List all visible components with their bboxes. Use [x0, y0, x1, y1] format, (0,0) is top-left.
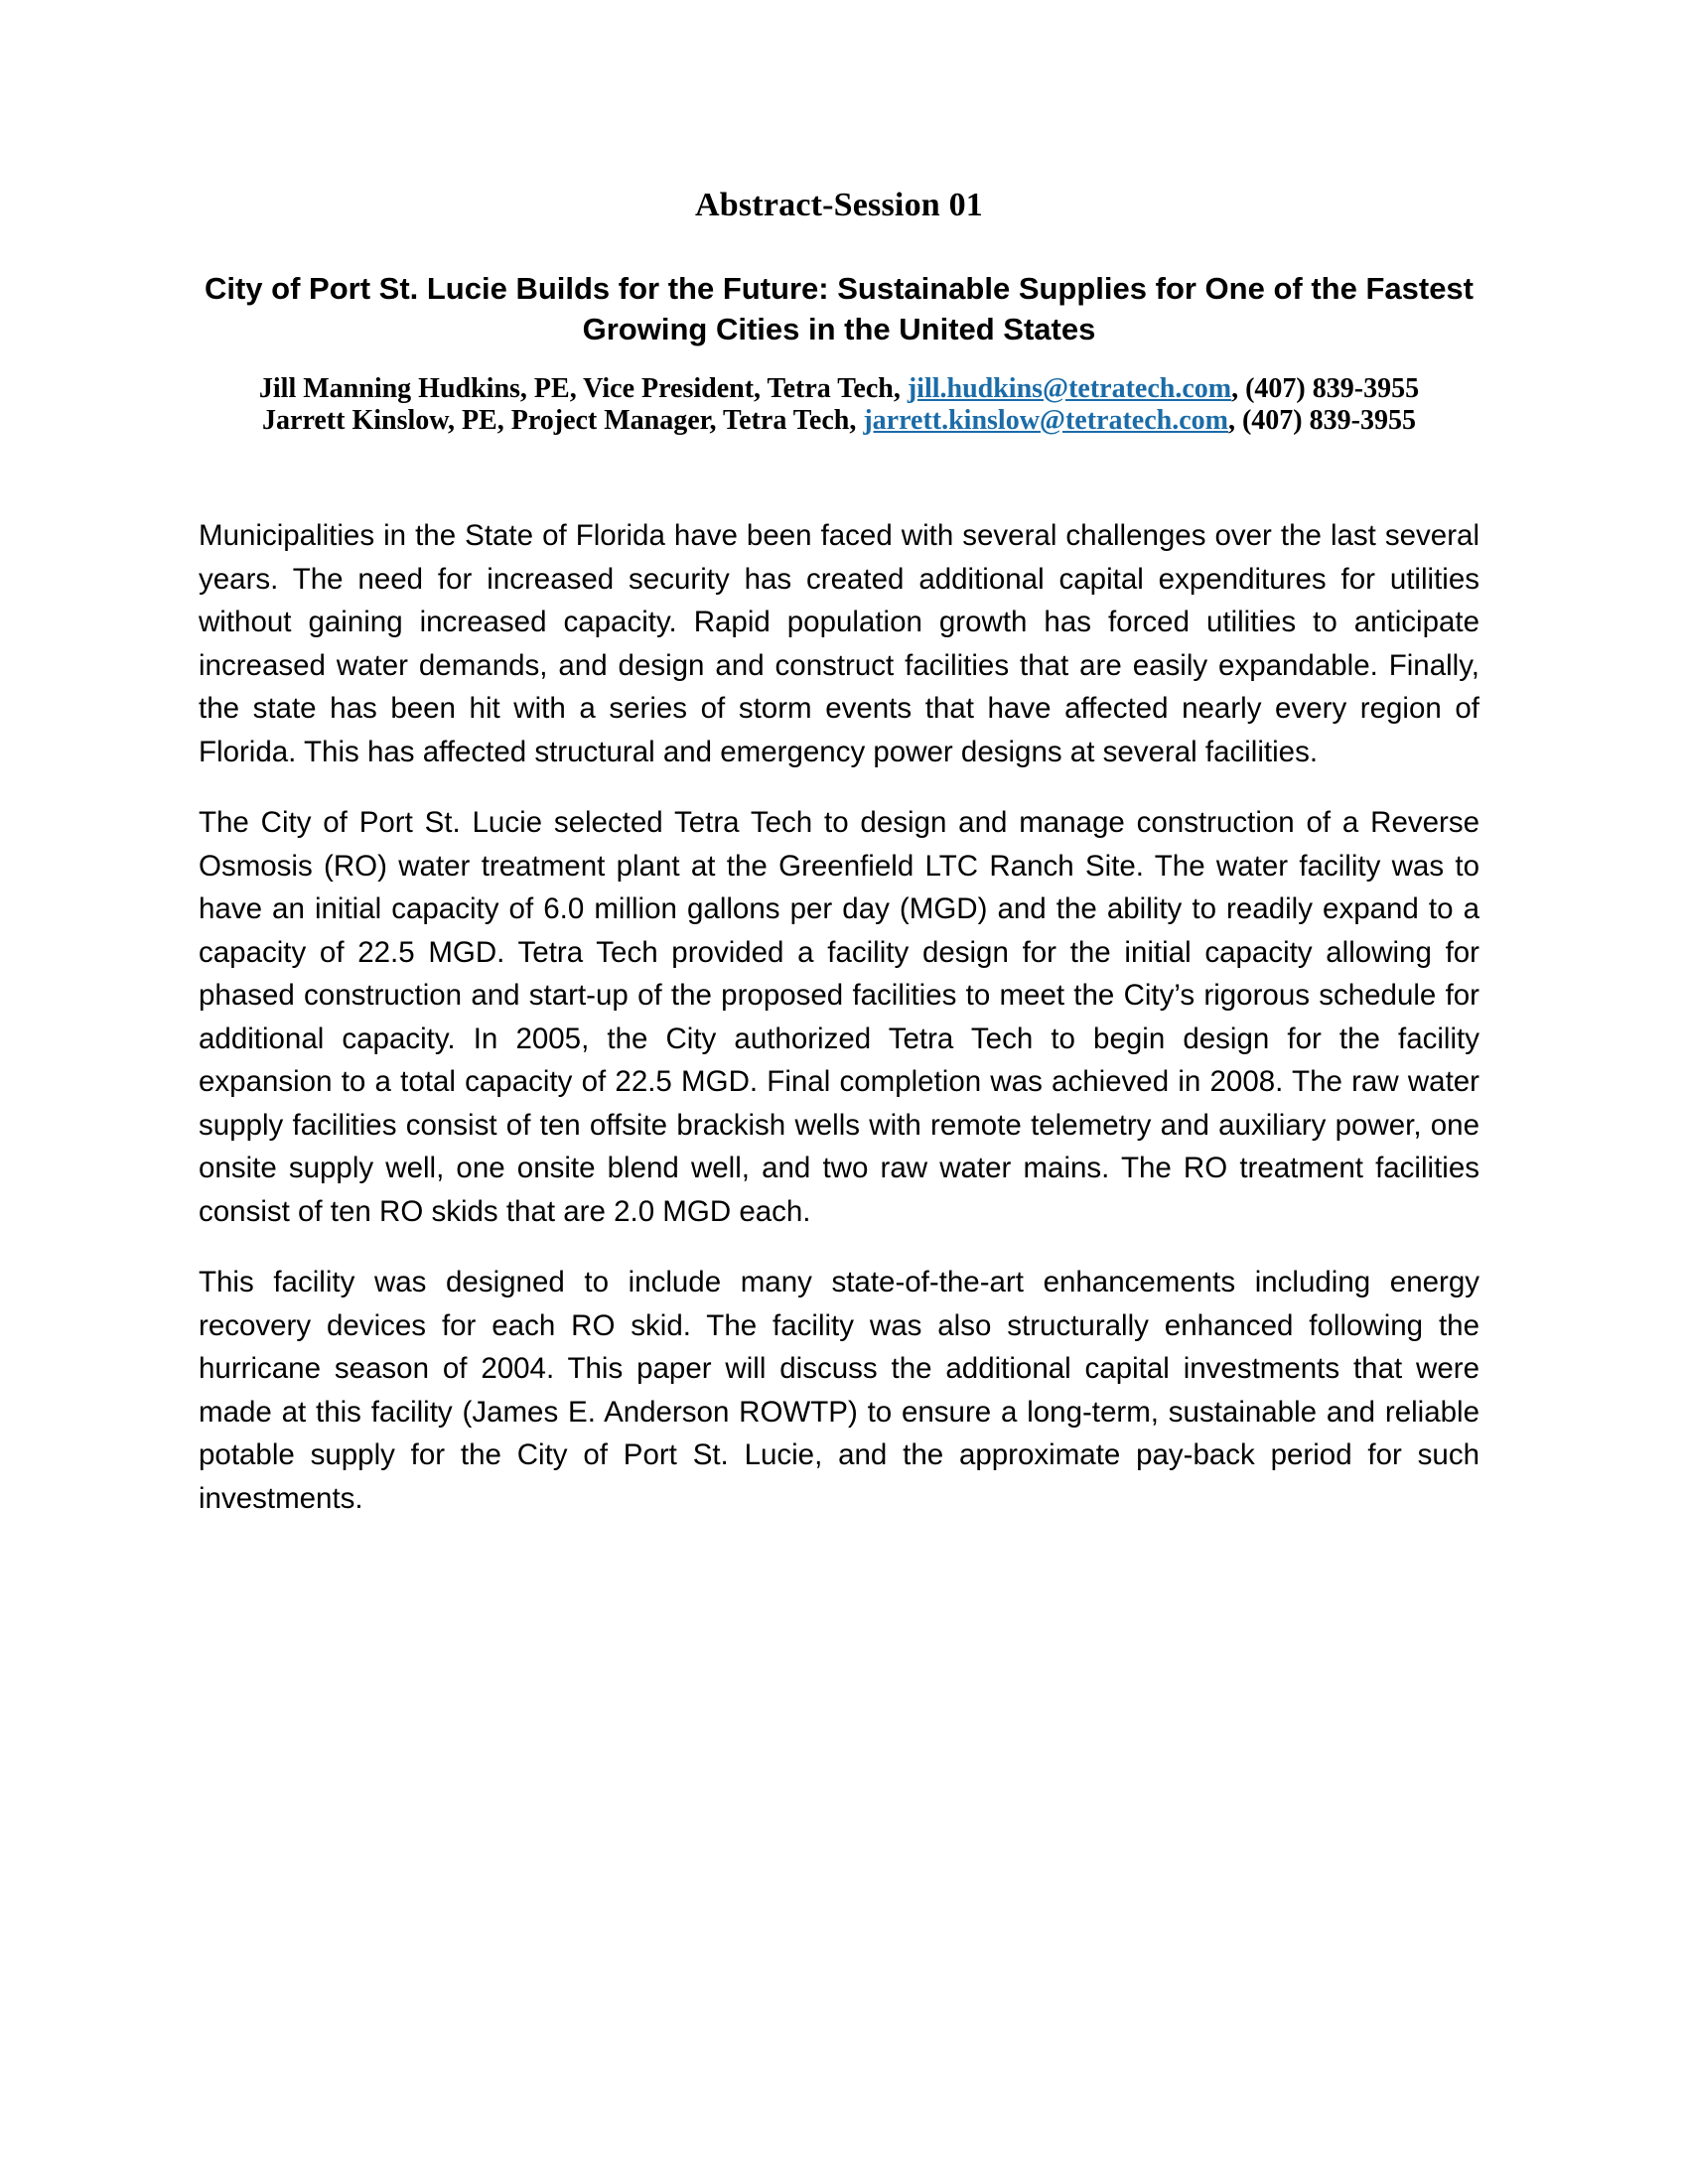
author-block: [199, 373, 1479, 437]
abstract-paragraph-1: Municipalities in the State of Florida have been faced with several challenges over the last several years. The need for increased security has created additional capital expenditures for utilities without gaining increased capacity. Rapid population growth has forced utilities to anticipate increased water demands, and design and construct facilities that are easily expandable. Finally, the state has been hit with a series of storm events that have affected nearly every region of Florida. This has affected structural and emergency power designs at several facilities.: [199, 519, 1479, 768]
author-2-info: Jarrett Kinslow, PE, Project Manager, Tetra Tech,: [262, 405, 864, 436]
session-title: Abstract-Session 01: [695, 187, 983, 223]
author-line-1: [199, 373, 1479, 405]
paper-title-line-2: Growing Cities in the United States: [582, 312, 1096, 346]
abstract-body: [199, 514, 1479, 1520]
author-1-email-link[interactable]: jill.hudkins@tetratech.com: [907, 373, 1232, 404]
author-1-phone: , (407) 839-3955: [1231, 373, 1420, 404]
author-2-phone: , (407) 839-3955: [1227, 405, 1416, 436]
abstract-paragraph-3: This facility was designed to include many state-of-the-art enhancements including energy recovery devices for each RO skid. The facility was also structurally enhanced following the hurricane season of 2004. This paper will discuss the additional capital investments that were made at this facility (James E. Anderson ROWTP) to ensure a long-term, sustainable and reliable potable supply for the City of Port St. Lucie, and the approximate pay-back period for such investments.: [199, 1266, 1479, 1515]
author-2-email-link[interactable]: jarrett.kinslow@tetratech.com: [863, 405, 1228, 436]
author-1-info: Jill Manning Hudkins, PE, Vice President, Tetra Tech,: [258, 373, 908, 404]
paper-title: [199, 268, 1479, 349]
abstract-paragraph-2: The City of Port St. Lucie selected Tetra Tech to design and manage construction of a Reverse Osmosis (RO) water treatment plant at the Greenfield LTC Ranch Site. The water facility was to have an initial capacity of 6.0 million gallons per day (MGD) and the ability to readily expand to a capacity of 22.5 MGD. Tetra Tech provided a facility design for the initial capacity allowing for phased construction and start-up of the proposed facilities to meet the City’s rigorous schedule for additional capacity. In 2005, the City authorized Tetra Tech to begin design for the facility expansion to a total capacity of 22.5 MGD. Final completion was achieved in 2008. The raw water supply facilities consist of ten offsite brackish wells with remote telemetry and auxiliary power, one onsite supply well, one onsite blend well, and two raw water mains. The RO treatment facilities consist of ten RO skids that are 2.0 MGD each.: [199, 806, 1479, 1228]
author-line-2: [199, 405, 1479, 437]
paper-title-line-1: City of Port St. Lucie Builds for the Future: Sustainable Supplies for One of the Fastest: [204, 271, 1474, 306]
